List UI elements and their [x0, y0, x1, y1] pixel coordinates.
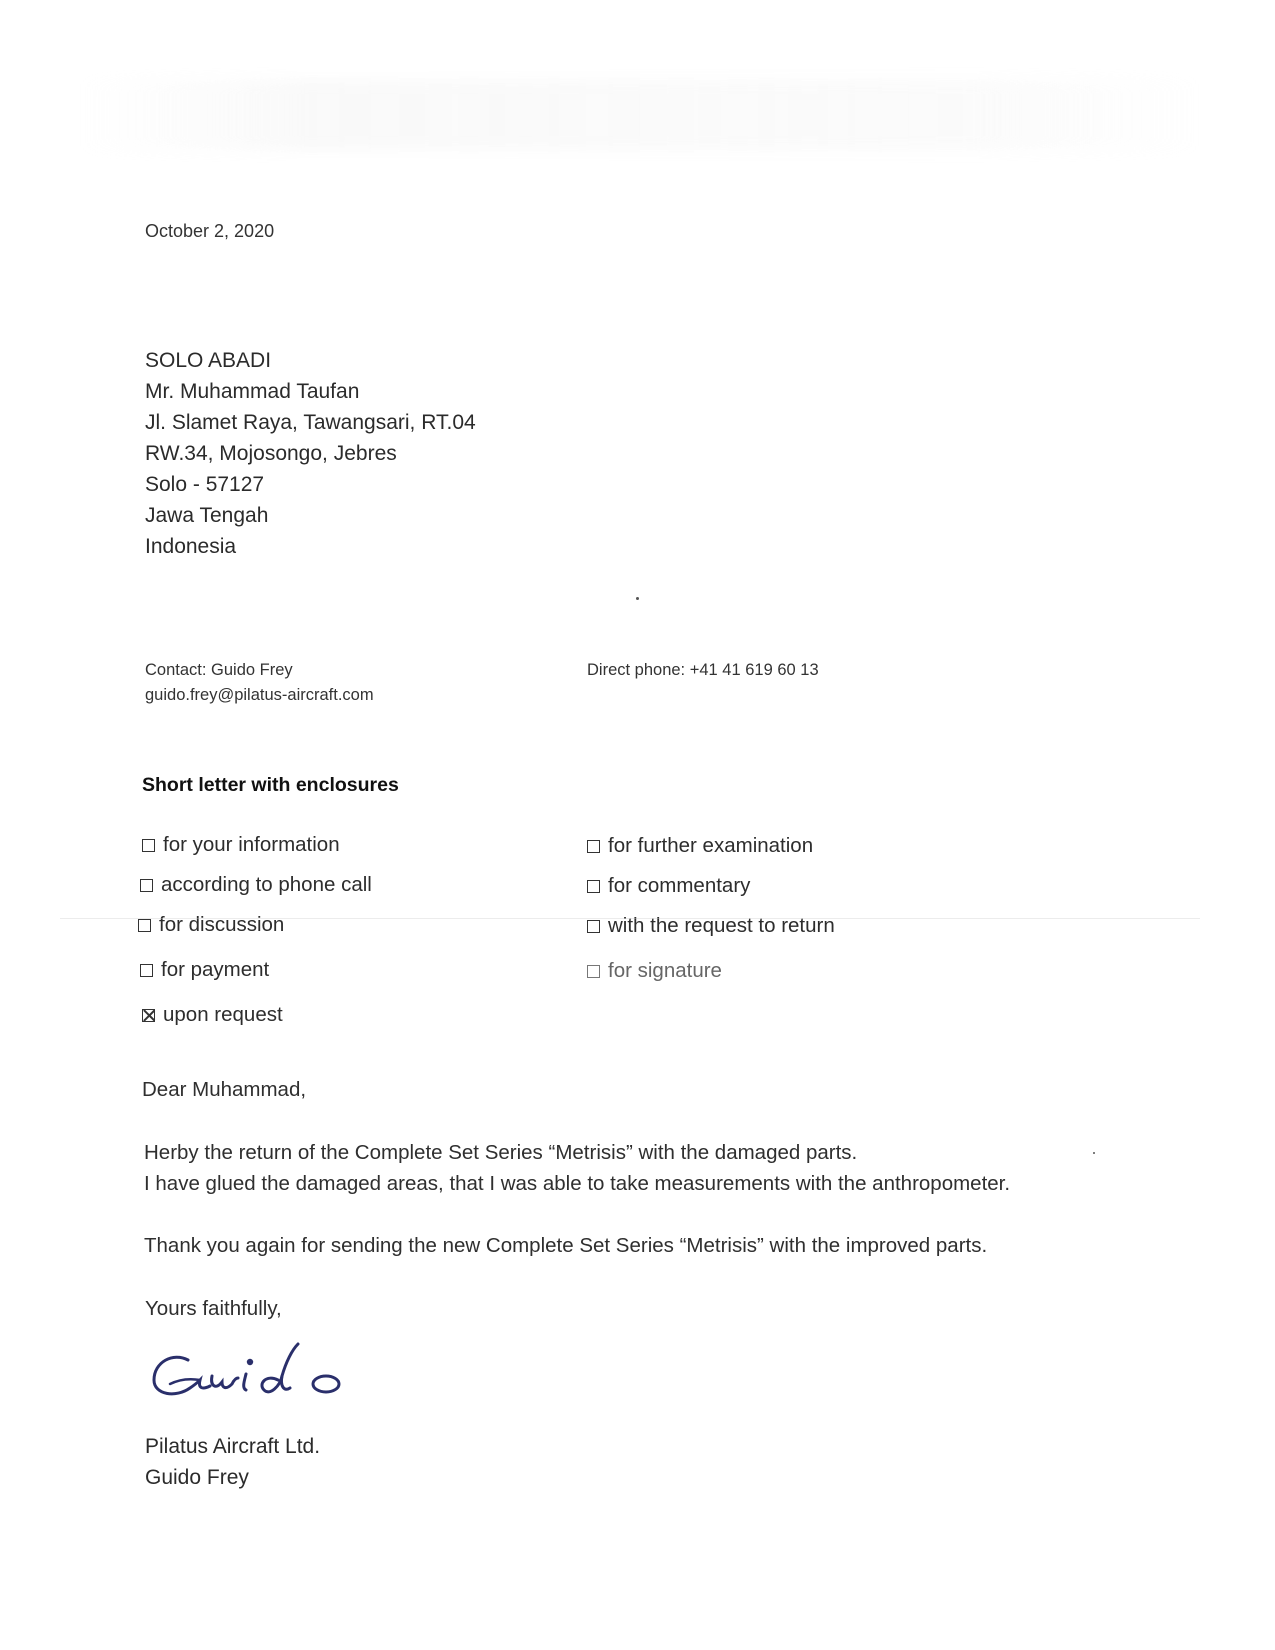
option-according-to-phone-call: [140, 873, 372, 897]
paragraph-1-line-1: Herby the return of the Complete Set Series “Metrisis” with the damaged parts.: [144, 1141, 858, 1164]
sender-name: Guido Frey: [145, 1466, 249, 1489]
option-label: for payment: [161, 958, 270, 981]
option-label: with the request to return: [608, 914, 835, 937]
contact-phone: Direct phone: +41 41 619 60 13: [587, 661, 819, 679]
option-for-discussion: [138, 913, 284, 937]
checkbox-icon: [587, 920, 600, 933]
recipient-line: Indonesia: [145, 535, 237, 558]
sender-company: Pilatus Aircraft Ltd.: [145, 1435, 321, 1458]
option-for-commentary: [587, 874, 750, 898]
scan-speck: [1093, 1152, 1095, 1154]
checked-box-icon: [142, 1009, 155, 1022]
paragraph-2: Thank you again for sending the new Complete Set Series “Metrisis” with the improved parts.: [144, 1234, 988, 1257]
paragraph-1-line-2: I have glued the damaged areas, that I was able to take measurements with the anthropometer.: [144, 1172, 1011, 1195]
recipient-line: RW.34, Mojosongo, Jebres: [145, 442, 397, 465]
recipient-line: Jawa Tengah: [145, 504, 269, 527]
sender-block: [145, 1431, 320, 1493]
option-for-further-examination: [587, 834, 813, 858]
option-label: for further examination: [608, 834, 814, 857]
closing: Yours faithfully,: [145, 1297, 282, 1320]
recipient-line: Mr. Muhammad Taufan: [145, 380, 360, 403]
salutation: Dear Muhammad,: [142, 1078, 307, 1101]
checkbox-icon: [587, 840, 600, 853]
option-for-your-information: [142, 833, 340, 857]
option-for-signature: [587, 959, 722, 983]
checkbox-icon: [140, 879, 153, 892]
checkbox-icon: [587, 965, 600, 978]
handwritten-signature: [148, 1340, 358, 1415]
enclosure-heading: Short letter with enclosures: [142, 774, 399, 796]
recipient-line: Solo - 57127: [145, 473, 265, 496]
faded-letterhead: [80, 80, 1200, 150]
contact-email: guido.frey@pilatus-aircraft.com: [145, 686, 374, 704]
option-label: for your information: [163, 833, 340, 856]
option-label: for signature: [608, 959, 722, 982]
checkbox-icon: [140, 964, 153, 977]
recipient-line: Jl. Slamet Raya, Tawangsari, RT.04: [145, 411, 476, 434]
recipient-address: [145, 345, 476, 562]
scan-speck: [636, 597, 639, 600]
option-label: for commentary: [608, 874, 751, 897]
option-for-payment: [140, 958, 269, 982]
option-label: upon request: [163, 1003, 283, 1026]
checkbox-icon: [138, 919, 151, 932]
checkbox-icon: [142, 839, 155, 852]
option-label: for discussion: [159, 913, 285, 936]
signature-graphic: [148, 1340, 358, 1410]
scan-artifact-line: [60, 918, 1200, 919]
recipient-line: SOLO ABADI: [145, 349, 272, 372]
contact-block: [145, 658, 374, 708]
checkbox-icon: [587, 880, 600, 893]
contact-name: Contact: Guido Frey: [145, 661, 293, 679]
option-upon-request: [142, 1003, 283, 1027]
option-label: according to phone call: [161, 873, 372, 896]
letter-date: October 2, 2020: [145, 221, 275, 241]
